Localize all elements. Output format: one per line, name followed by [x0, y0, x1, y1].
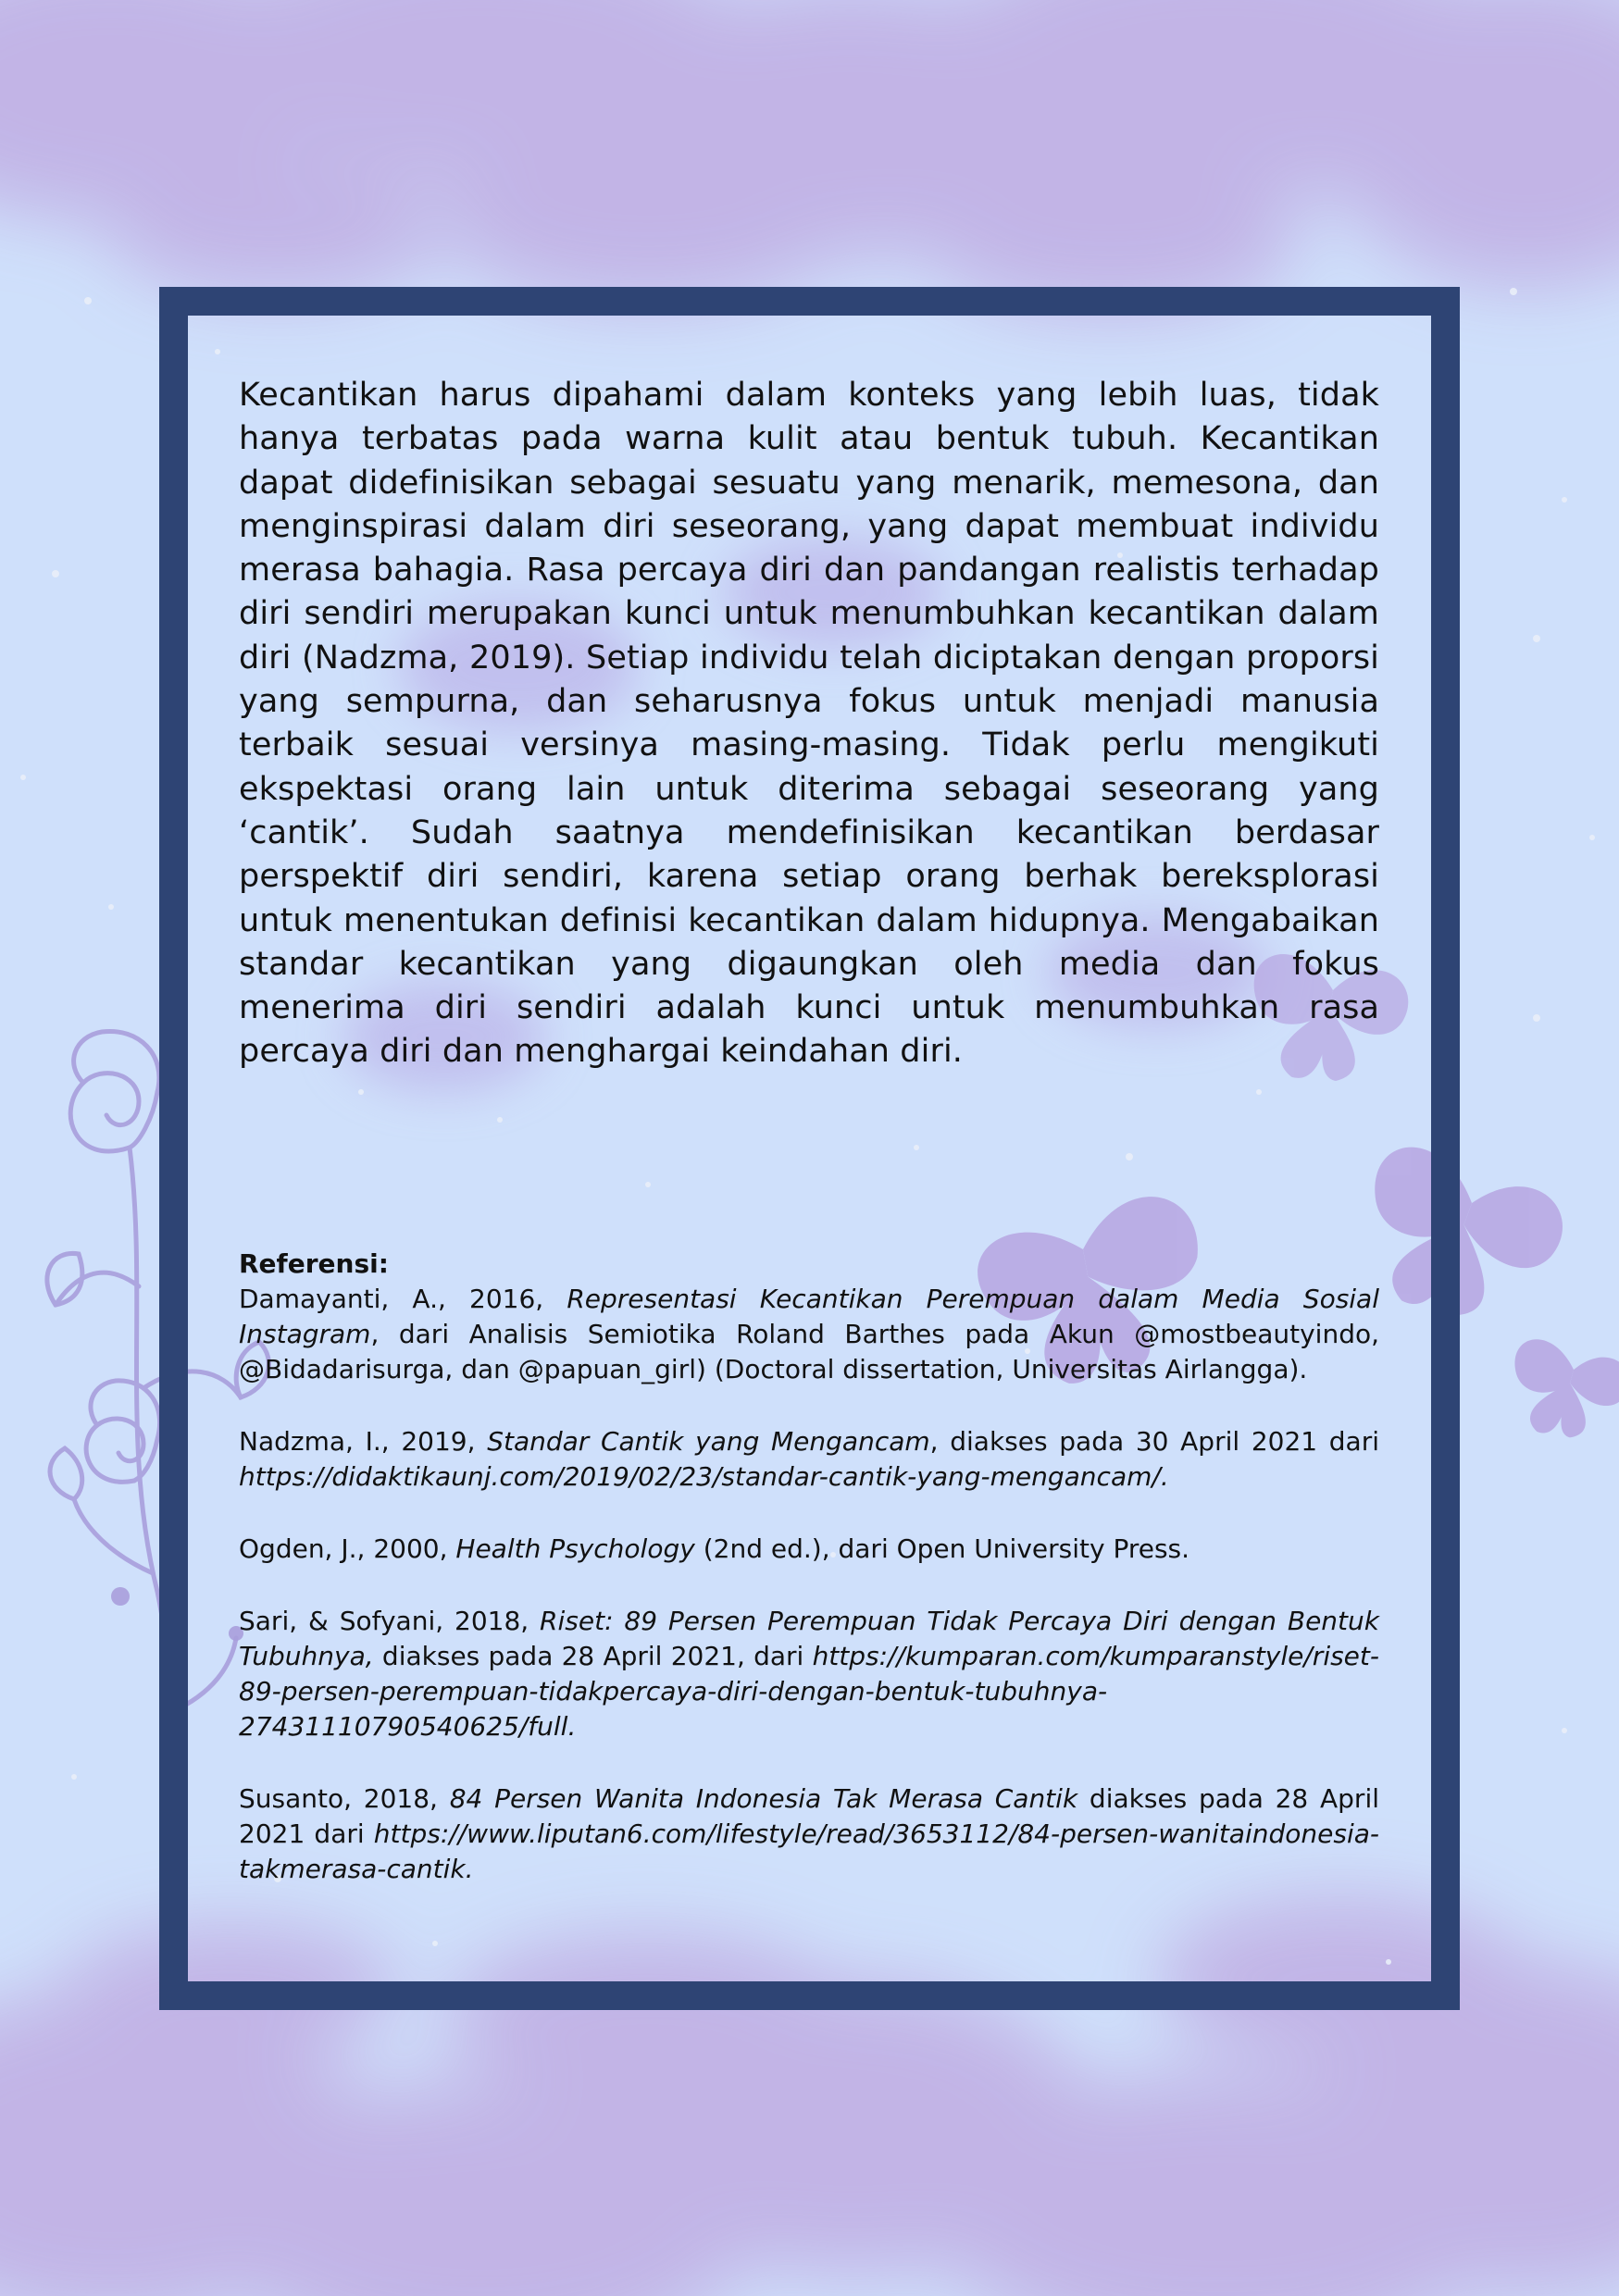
reference-author: Nadzma, I., 2019,: [239, 1426, 488, 1457]
reference-url[interactable]: https://didaktikaunj.com/2019/02/23/standar-cantik-yang-mengancam/.: [239, 1461, 1169, 1492]
reference-detail: , dari Analisis Semiotika Roland Barthes pada Akun @mostbeautyindo, @Bidadarisurga, dan @papuan_girl) (Doctoral dissertation, Universitas Airlangga).: [239, 1319, 1379, 1384]
reference-url[interactable]: https://kumparan.com/kumparanstyle/riset-89-persen-perempuan-tidakpercaya-diri-dengan-bentuk-tubuhnya-27431110790540625/full.: [239, 1641, 1379, 1742]
reference-detail: diakses pada 28 April 2021 dari: [239, 1783, 1379, 1849]
reference-detail: diakses pada 28 April 2021, dari: [373, 1641, 813, 1671]
references-title: Referensi:: [239, 1248, 389, 1279]
reference-author: Damayanti, A., 2016,: [239, 1284, 567, 1314]
butterfly-icon-small: [1498, 1334, 1619, 1452]
reference-item-3: [239, 1532, 1379, 1567]
top-watercolor-cloud: [0, 0, 1619, 315]
reference-author: Sari, & Sofyani, 2018,: [239, 1606, 541, 1636]
reference-title: Standar Cantik yang Mengancam: [487, 1426, 930, 1457]
reference-author: Susanto, 2018,: [239, 1783, 450, 1814]
references-section: [239, 1247, 1379, 1924]
reference-title: Representasi Kecantikan Perempuan dalam Media Sosial Instagram: [239, 1284, 1379, 1349]
reference-item-1: [239, 1282, 1379, 1387]
reference-item-5: [239, 1781, 1379, 1887]
berry-dot-icon: [111, 1587, 130, 1606]
reference-title: Riset: 89 Persen Perempuan Tidak Percaya Diri dengan Bentuk Tubuhnya,: [239, 1606, 1379, 1671]
reference-item-4: [239, 1604, 1379, 1744]
reference-title: 84 Persen Wanita Indonesia Tak Merasa Cantik: [449, 1783, 1078, 1814]
reference-author: Ogden, J., 2000,: [239, 1533, 456, 1564]
reference-detail: , diakses pada 30 April 2021 dari: [929, 1426, 1379, 1457]
reference-item-2: [239, 1424, 1379, 1495]
reference-title: Health Psychology: [455, 1533, 695, 1564]
reference-detail: (2nd ed.), dari Open University Press.: [694, 1533, 1190, 1564]
reference-url[interactable]: https://www.liputan6.com/lifestyle/read/3653112/84-persen-wanitaindonesia-takmerasa-cantik.: [239, 1818, 1379, 1884]
body-paragraph: Kecantikan harus dipahami dalam konteks yang lebih luas, tidak hanya terbatas pada warna kulit atau bentuk tubuh. Kecantikan dapat didefinisikan sebagai sesuatu yang menarik, memesona, dan menginspirasi dalam diri seseorang, yang dapat membuat individu merasa bahagia. Rasa percaya diri dan pandangan realistis terhadap diri sendiri merupakan kunci untuk menumbuhkan kecantikan dalam diri (Nadzma, 2019). Setiap individu telah diciptakan dengan proporsi yang sempurna, dan seharusnya fokus untuk menjadi manusia terbaik sesuai versinya masing-masing. Tidak perlu mengikuti ekspektasi orang lain untuk diterima sebagai seseorang yang ‘cantik’. Sudah saatnya mendefinisikan kecantikan berdasar perspektif diri sendiri, karena setiap orang berhak bereksplorasi untuk menentukan definisi kecantikan dalam hidupnya. Mengabaikan standar kecantikan yang digaungkan oleh media dan fokus menerima diri sendiri adalah kunci untuk menumbuhkan rasa percaya diri dan menghargai keindahan diri.: [239, 377, 1379, 1071]
